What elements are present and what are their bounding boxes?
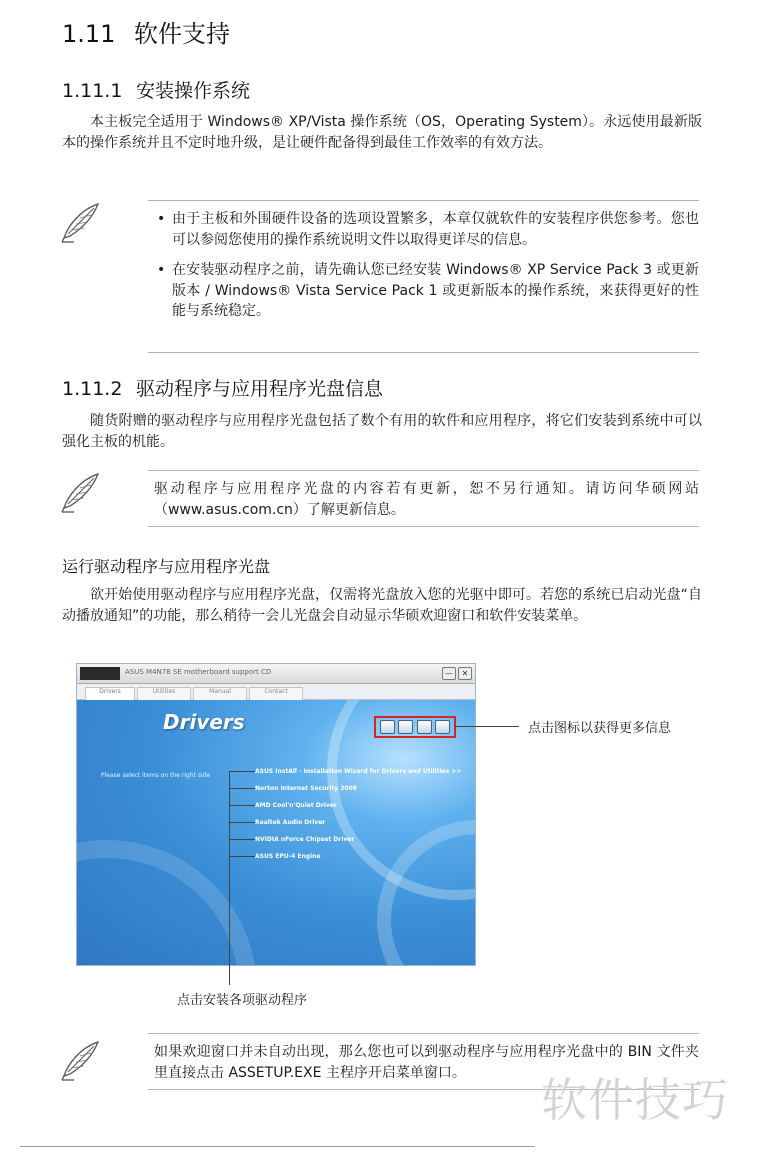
callout-tick (229, 822, 255, 823)
driver-item[interactable]: AMD Cool'n'Quiet Driver (255, 802, 337, 809)
screenshot-body (77, 700, 475, 966)
tech-support-icon[interactable] (417, 720, 432, 734)
more-arrow-icon[interactable]: >> (451, 768, 462, 775)
info-icon[interactable] (380, 720, 395, 734)
background-swirl (77, 840, 257, 966)
section-number: 1.11 (62, 20, 116, 48)
filelist-icon[interactable] (435, 720, 450, 734)
subsection-1-paragraph: 本主板完全适用于 Windows® XP/Vista 操作系统（OS，Operating System）。永远使用最新版本的操作系统并且不定时地升级，是让硬件配备得到最佳工作效率的有效方法。 (62, 114, 702, 151)
browse-cd-icon[interactable] (398, 720, 413, 734)
callout-tick (229, 788, 255, 789)
section-title-text: 软件支持 (134, 20, 230, 48)
subsection-2-paragraph: 随货附赠的驱动程序与应用程序光盘包括了数个有用的软件和应用程序，将它们安装到系统中可以强化主板的机能。 (62, 413, 702, 450)
note-2-text: 驱动程序与应用程序光盘的内容若有更新，恕不另行通知。请访问华硕网站（www.asus.com.cn）了解更新信息。 (154, 481, 699, 518)
callout-drivers-text: 点击安装各项驱动程序 (177, 993, 308, 1008)
subsection-2-heading (62, 374, 383, 401)
pencil-note-icon (58, 200, 104, 246)
callout-tick (229, 771, 255, 772)
section-title (62, 14, 230, 49)
subsection-2-number: 1.11.2 (62, 378, 123, 400)
tab-utilities[interactable]: Utilities (137, 687, 191, 700)
driver-item[interactable]: Realtek Audio Driver (255, 819, 326, 826)
info-icons-group (374, 716, 456, 738)
footer-rule (20, 1146, 535, 1147)
screenshot-window-title: ASUS M4N78 SE motherboard support CD (125, 668, 272, 676)
asus-logo-icon (80, 667, 120, 680)
driver-item-label: ASUS InstAll - Installation Wizard for Drivers and Utilities (255, 768, 450, 775)
driver-item[interactable] (255, 768, 473, 785)
pencil-note-icon (58, 1038, 104, 1084)
subsection-1-title: 安装操作系统 (136, 80, 251, 102)
screenshot-heading: Drivers (163, 710, 245, 734)
screenshot-titlebar (77, 664, 475, 684)
note-1-item: • 在安装驱动程序之前，请先确认您已经安装 Windows® XP Service Pack 3 或更新版本 / Windows® Vista Service Pack 1 或更新版本的操作系统，来获得更好的性能与系统稳定。 (148, 260, 699, 322)
watermark-text: 软件技巧 (541, 1073, 729, 1127)
drivers-menu-screenshot (76, 663, 476, 966)
driver-item[interactable]: Norton Internet Security 2008 (255, 785, 357, 792)
note-box-2 (148, 470, 699, 527)
note-1-item: • 由于主板和外围硬件设备的选项设置繁多，本章仅就软件的安装程序供您参考。您也可以参阅您使用的操作系统说明文件以取得更详尽的信息。 (148, 209, 699, 250)
pencil-note-icon (58, 470, 104, 516)
close-icon[interactable]: ✕ (458, 667, 472, 680)
note-box-1 (148, 200, 699, 353)
callout-tick (229, 839, 255, 840)
callout-line-icons (455, 726, 519, 727)
screenshot-side-text: Please select items on the right side (101, 772, 211, 779)
callout-line-drivers (229, 771, 230, 985)
callout-tick (229, 856, 255, 857)
driver-item[interactable]: ASUS EPU-4 Engine (255, 853, 321, 860)
subsection-1-heading (62, 76, 250, 103)
tab-drivers[interactable]: Drivers (85, 687, 135, 700)
subsection-1-number: 1.11.1 (62, 80, 123, 102)
subsection-3-title: 运行驱动程序与应用程序光盘 (62, 557, 271, 576)
callout-icons-text: 点击图标以获得更多信息 (528, 721, 672, 736)
minimize-icon[interactable]: — (442, 667, 456, 680)
callout-tick (229, 805, 255, 806)
screenshot-tabs (77, 684, 475, 700)
tab-manual[interactable]: Manual (193, 687, 247, 700)
driver-list (255, 768, 473, 870)
note-3-text: 如果欢迎窗口并未自动出现，那么您也可以到驱动程序与应用程序光盘中的 BIN 文件夹里直接点击 ASSETUP.EXE 主程序开启菜单窗口。 (154, 1044, 699, 1081)
tab-contact[interactable]: Contact (249, 687, 303, 700)
subsection-2-title: 驱动程序与应用程序光盘信息 (136, 378, 384, 400)
subsection-3-paragraph: 欲开始使用驱动程序与应用程序光盘，仅需将光盘放入您的光驱中即可。若您的系统已启动光盘“自动播放通知”的功能，那么稍待一会儿光盘会自动显示华硕欢迎窗口和软件安装菜单。 (62, 587, 702, 624)
driver-item[interactable]: NVIDIA nForce Chipset Driver (255, 836, 355, 843)
